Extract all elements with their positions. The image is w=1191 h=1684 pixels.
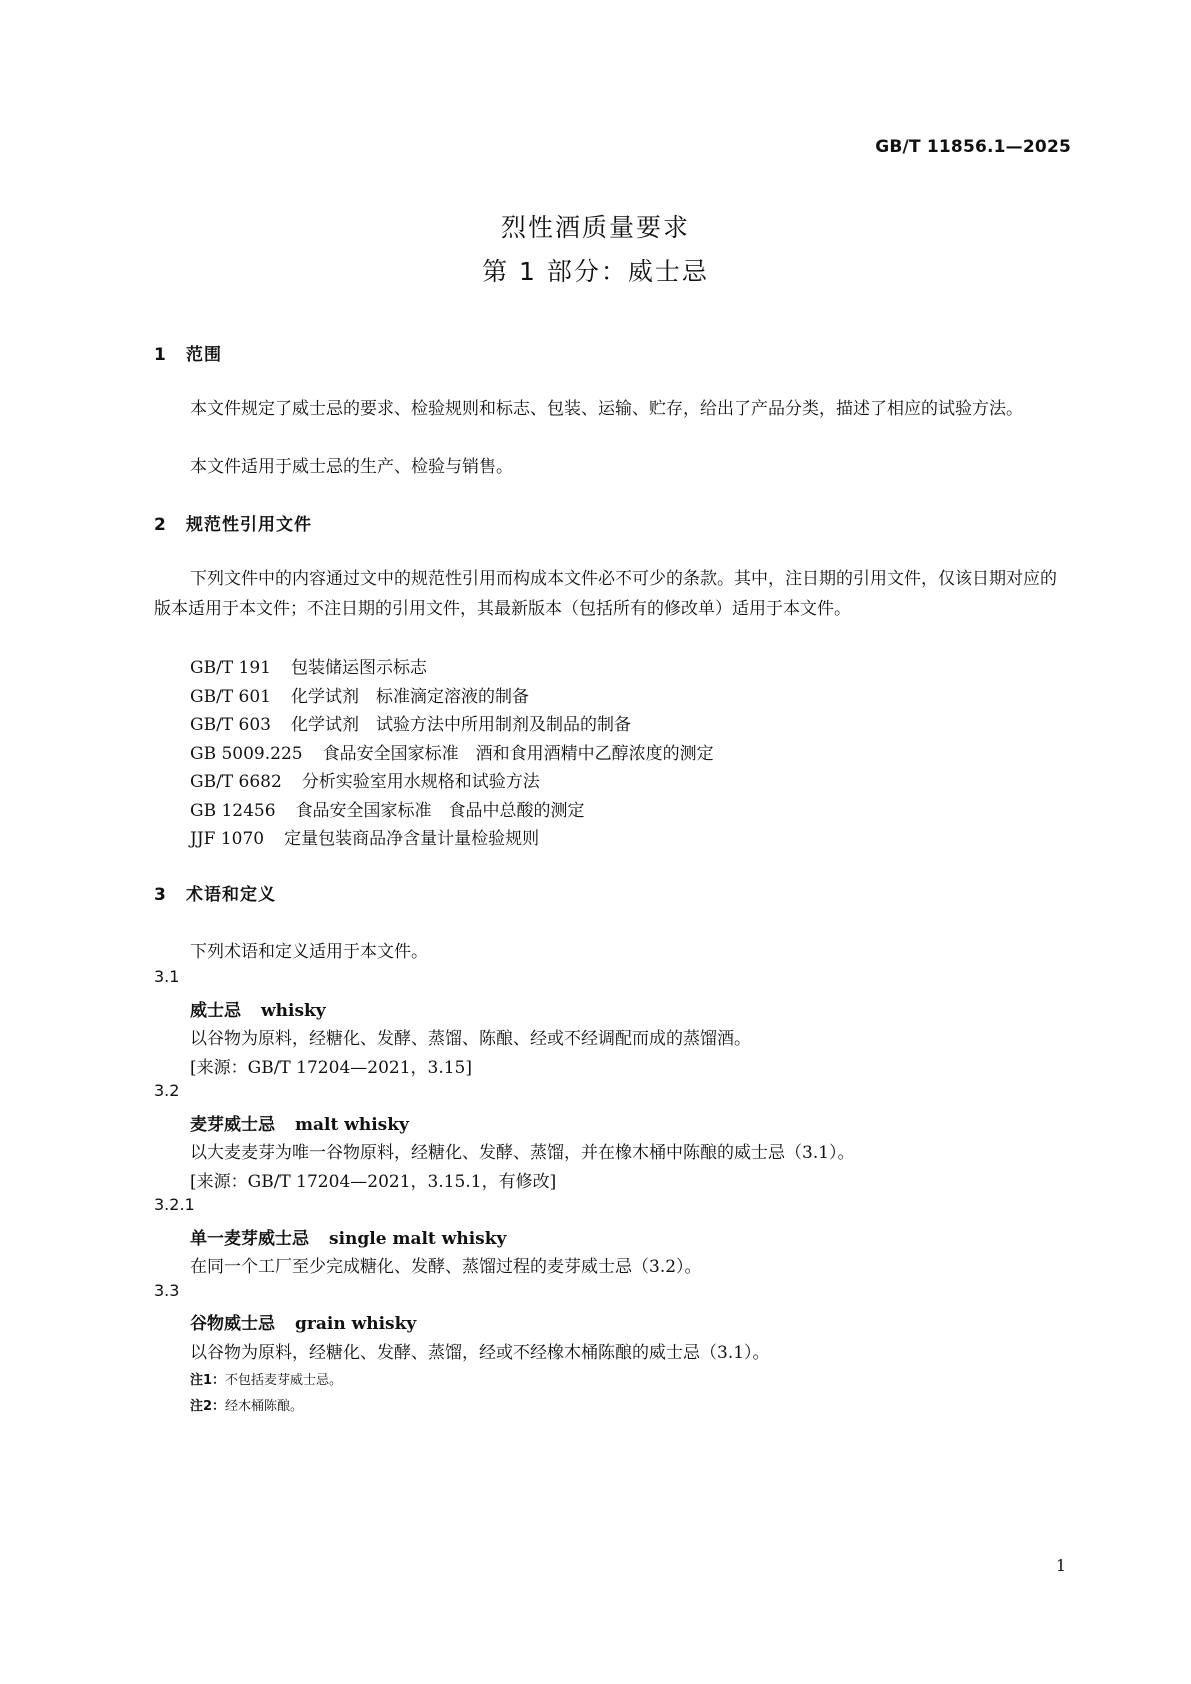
term-source: [来源：GB/T 17204—2021，3.15] (190, 1058, 473, 1078)
reference-code: JJF 1070 (190, 829, 265, 849)
reference-item (190, 824, 539, 849)
term-definition: 以谷物为原料，经糖化、发酵、蒸馏、陈酿、经或不经调配而成的蒸馏酒。 (190, 1029, 751, 1049)
reference-item (190, 739, 714, 764)
term-note (190, 1395, 303, 1414)
document-body (154, 0, 1072, 1684)
page-number: 1 (1055, 1556, 1066, 1575)
section-title: 规范性引用文件 (186, 515, 312, 535)
reference-title: 食品安全国家标准 食品中总酸的测定 (295, 801, 585, 821)
section-3-heading (154, 880, 276, 905)
term-en: grain whisky (295, 1314, 417, 1334)
note-text: 经木桶陈酿。 (225, 1399, 304, 1414)
reference-title: 定量包装商品净含量计量检验规则 (284, 829, 540, 849)
term-zh: 单一麦芽威士忌 (190, 1229, 309, 1249)
reference-code: GB/T 603 (190, 715, 271, 735)
paragraph: 下列文件中的内容通过文中的规范性引用而构成本文件必不可少的条款。其中，注日期的引用文件，仅该日期对应的版本适用于本文件；不注日期的引用文件，其最新版本（包括所有的修改单）适用于本文件。 (154, 569, 1057, 619)
term-en: single malt whisky (329, 1229, 507, 1249)
note-text: 不包括麦芽威士忌。 (225, 1373, 343, 1388)
term-number: 3.1 (154, 967, 180, 986)
section-1-heading (154, 340, 222, 365)
reference-item (190, 682, 529, 707)
reference-title: 化学试剂 试验方法中所用制剂及制品的制备 (291, 715, 631, 735)
term-number: 3.3 (154, 1281, 180, 1300)
reference-code: GB 12456 (190, 801, 276, 821)
term-source: [来源：GB/T 17204—2021，3.15.1，有修改] (190, 1172, 557, 1192)
term-definition: 以谷物为原料，经糖化、发酵、蒸馏，经或不经橡木桶陈酿的威士忌（3.1）。 (190, 1343, 770, 1363)
section-number: 1 (154, 345, 167, 365)
reference-code: GB/T 6682 (190, 772, 282, 792)
term-definition: 在同一个工厂至少完成糖化、发酵、蒸馏过程的麦芽威士忌（3.2）。 (190, 1257, 702, 1277)
term-heading (190, 1224, 506, 1249)
section-number: 2 (154, 515, 167, 535)
paragraph: 本文件规定了威士忌的要求、检验规则和标志、包装、运输、贮存，给出了产品分类，描述了相应的试验方法。 (190, 399, 1023, 419)
section-title: 术语和定义 (186, 885, 276, 905)
section-title: 范围 (186, 345, 222, 365)
reference-title: 化学试剂 标准滴定溶液的制备 (291, 687, 529, 707)
term-zh: 麦芽威士忌 (190, 1115, 275, 1135)
note-label: 注1： (190, 1373, 226, 1388)
standard-number: GB/T 11856.1—2025 (875, 137, 1071, 157)
paragraph: 本文件适用于威士忌的生产、检验与销售。 (190, 457, 513, 477)
reference-title: 食品安全国家标准 酒和食用酒精中乙醇浓度的测定 (322, 744, 714, 764)
term-heading (190, 1309, 416, 1334)
term-heading (190, 1110, 409, 1135)
section-2-heading (154, 510, 312, 535)
term-heading (190, 996, 326, 1021)
term-number: 3.2.1 (154, 1195, 195, 1214)
reference-code: GB/T 601 (190, 687, 271, 707)
note-label: 注2： (190, 1399, 226, 1414)
term-note (190, 1369, 342, 1388)
term-definition: 以大麦麦芽为唯一谷物原料，经糖化、发酵、蒸馏，并在橡木桶中陈酿的威士忌（3.1）。 (190, 1143, 855, 1163)
reference-item (190, 653, 427, 678)
reference-code: GB/T 191 (190, 658, 271, 678)
paragraph: 下列术语和定义适用于本文件。 (190, 942, 428, 962)
document-subtitle: 第 1 部分：威士忌 (482, 257, 709, 286)
reference-title: 包装储运图示标志 (291, 658, 427, 678)
term-number: 3.2 (154, 1081, 180, 1100)
term-zh: 谷物威士忌 (190, 1314, 275, 1334)
reference-title: 分析实验室用水规格和试验方法 (301, 772, 540, 792)
document-title: 烈性酒质量要求 (500, 213, 690, 242)
reference-item (190, 710, 631, 735)
term-en: malt whisky (295, 1115, 409, 1135)
reference-item (190, 767, 540, 792)
reference-code: GB 5009.225 (190, 744, 303, 764)
reference-item (190, 796, 585, 821)
term-en: whisky (261, 1001, 326, 1021)
term-zh: 威士忌 (190, 1001, 241, 1021)
section-number: 3 (154, 885, 167, 905)
